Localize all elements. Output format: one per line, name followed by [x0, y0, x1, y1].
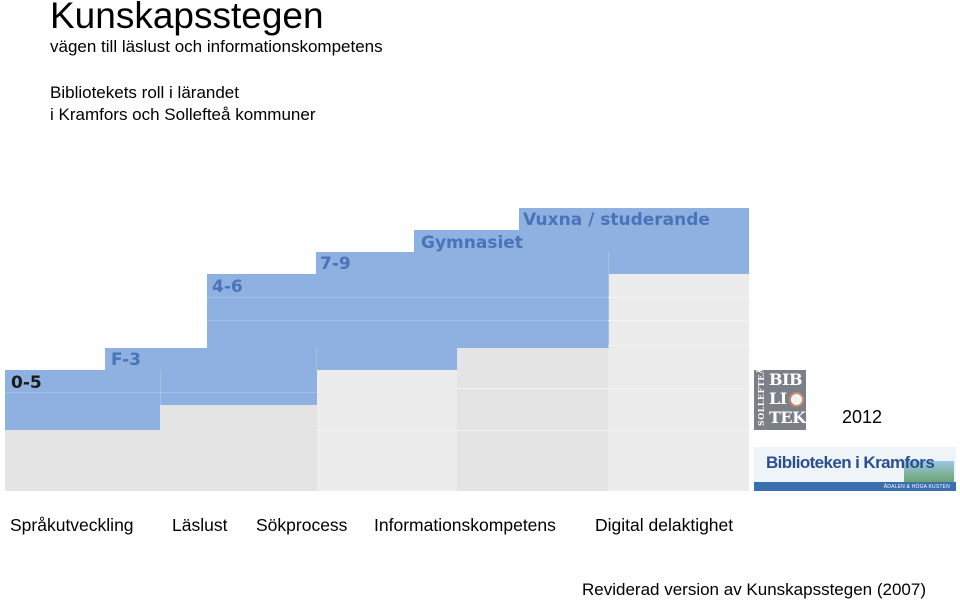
gridline: [608, 252, 609, 348]
gridline: [207, 320, 608, 321]
solleftea-bibliotek-logo: [754, 367, 806, 430]
gridline: [316, 348, 317, 370]
process-label-digital-delaktighet: Digital delaktighet: [595, 515, 734, 535]
process-label-sprakutveckling: Språkutveckling: [10, 515, 134, 535]
process-label-sokprocess: Sökprocess: [256, 515, 348, 535]
gridline: [608, 297, 749, 298]
kramfors-bibliotek-logo: [754, 447, 956, 491]
compass-icon: [789, 392, 804, 407]
stage-label-4-6: 4-6: [212, 277, 243, 297]
stage-label-7-9: 7-9: [320, 254, 351, 274]
section-heading-line1: Bibliotekets roll i lärandet: [50, 83, 239, 102]
logo-side-text: SOLLEFTEÅ: [756, 367, 766, 426]
logo-subtext: ÅDALEN & HÖGA KUSTEN: [883, 484, 950, 490]
logo-line: TEK: [769, 408, 806, 427]
column-f-3: [160, 405, 317, 491]
page-title: Kunskapsstegen: [50, 0, 324, 36]
gridline: [608, 320, 749, 321]
stage-label-f-3: F-3: [111, 350, 141, 370]
gridline: [160, 370, 161, 405]
year-label: 2012: [842, 407, 883, 427]
logo-line: BIB: [769, 370, 803, 389]
column-0-5: [5, 430, 160, 491]
process-label-informationskompetens: Informationskompetens: [374, 515, 556, 535]
logo-line: LI: [769, 389, 787, 408]
step-7-9: [316, 252, 749, 274]
page-subtitle: vägen till läslust och informationskompetens: [50, 37, 383, 56]
stage-label-gymnasiet: Gymnasiet: [421, 233, 523, 253]
gridline: [317, 430, 749, 431]
column-7-9: [457, 348, 608, 491]
stage-label-0-5: 0-5: [11, 373, 42, 393]
gridline: [457, 388, 749, 389]
gridline: [207, 297, 608, 298]
footer-note: Reviderad version av Kunskapsstegen (2007): [582, 580, 926, 599]
section-heading-line2: i Kramfors och Sollefteå kommuner: [50, 105, 316, 124]
stage-label-vuxna: Vuxna / studerande: [523, 210, 710, 230]
gridline: [608, 345, 749, 346]
process-label-laslust: Läslust: [172, 515, 228, 535]
gridline: [5, 392, 317, 393]
column-gymnasiet: [608, 274, 749, 491]
logo-name: Biblioteken i Kramfors: [766, 453, 935, 472]
